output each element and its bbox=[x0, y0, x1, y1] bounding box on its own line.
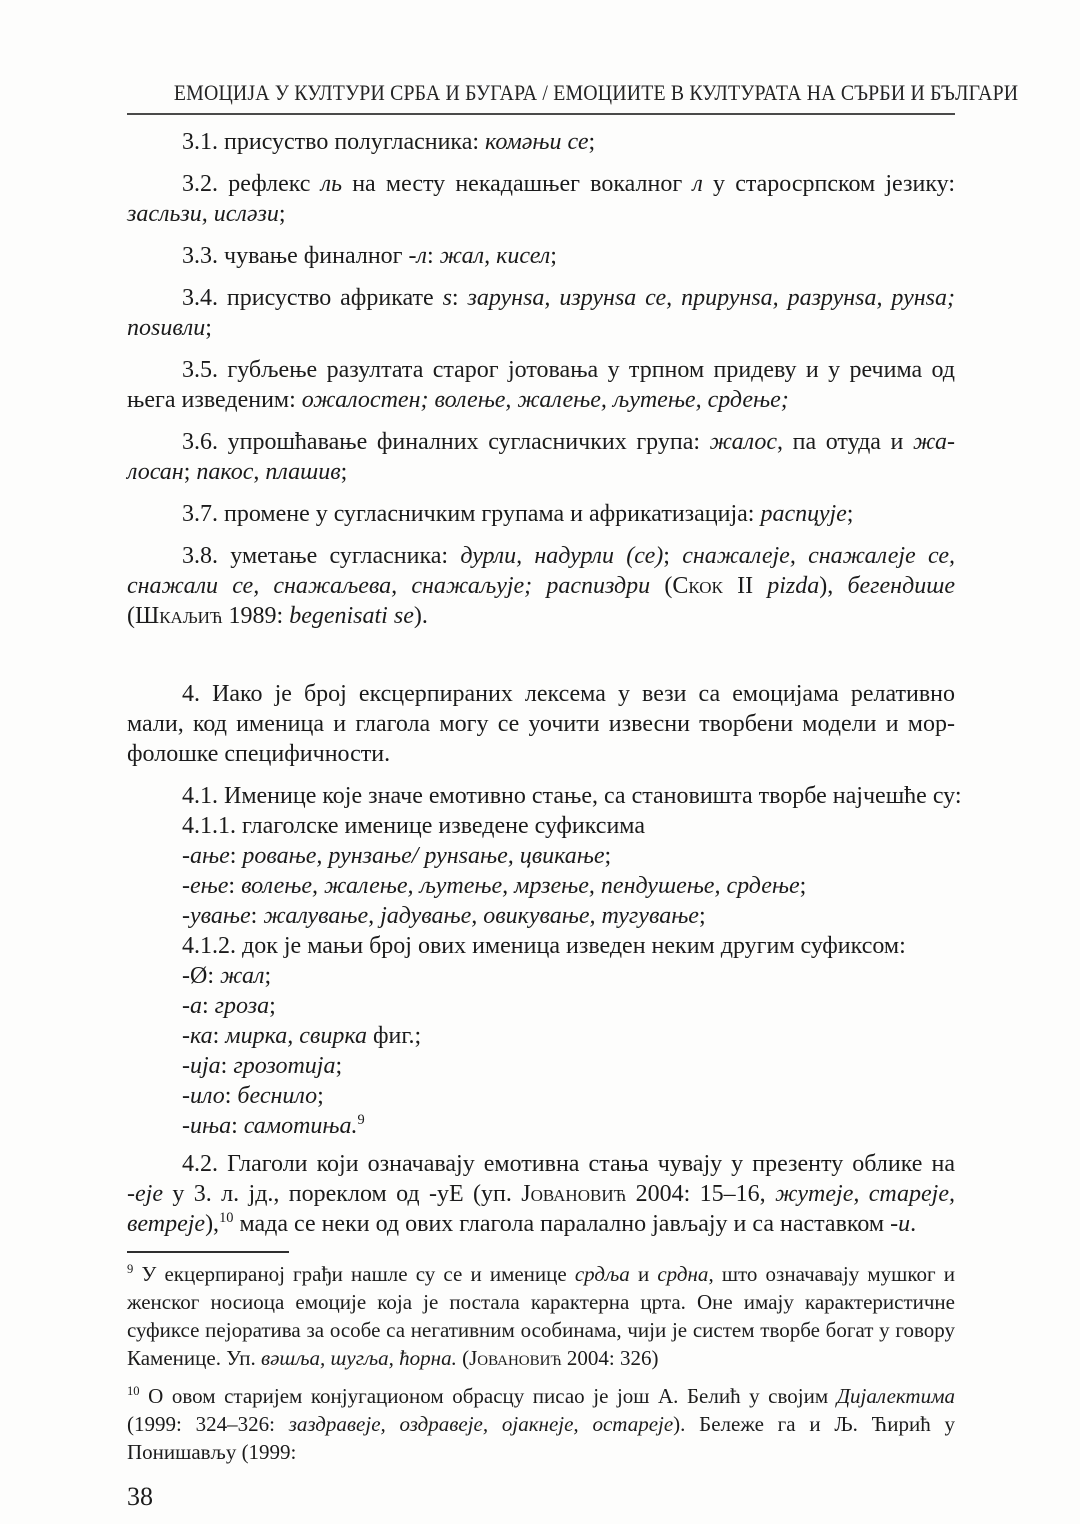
text-run: ), bbox=[205, 1211, 220, 1237]
text-run: ; bbox=[317, 1083, 324, 1109]
text-run: ; bbox=[183, 459, 197, 485]
text-block bbox=[127, 0, 1019, 1512]
text-run: ). Бележе га и Љ. Ћирић у Понишављу (1999: bbox=[127, 1412, 955, 1464]
line-suffix-anje bbox=[127, 841, 955, 871]
text-run: 1989: bbox=[222, 603, 290, 629]
italic-run: -ење bbox=[182, 873, 229, 899]
line-suffix-enje bbox=[127, 871, 955, 901]
footnote-ref: 9 bbox=[127, 1262, 134, 1276]
text-run: ; bbox=[205, 315, 212, 341]
footnote-10 bbox=[127, 1382, 955, 1466]
italic-run: заздравеје, оздравеје, ојакнеје, остареје bbox=[288, 1412, 674, 1436]
italic-run: жутеје, стареје, ветреје bbox=[127, 1181, 955, 1237]
text-run: : bbox=[451, 285, 468, 311]
text-run: : bbox=[231, 1113, 244, 1139]
italic-run: дурли, надурли (се) bbox=[460, 543, 664, 569]
running-header bbox=[127, 0, 1019, 106]
line-suffix-ilo bbox=[127, 1081, 955, 1111]
text-run: : bbox=[202, 993, 215, 1019]
paragraph-3-7 bbox=[127, 499, 955, 529]
header-rule bbox=[127, 113, 955, 115]
text-run: : bbox=[212, 1023, 226, 1049]
italic-run: жал, кисел bbox=[439, 243, 551, 269]
text-run: ; bbox=[264, 963, 272, 989]
italic-run: снажалеје, снажалеје се, снажали се, снажаљева, снажаљује; распиздри bbox=[127, 543, 955, 599]
text-run: 3.4. присуство африкате bbox=[182, 285, 443, 311]
line-suffix-uvanje bbox=[127, 901, 955, 931]
text-run: 4.1.1. глаголске именице изведене суфиксима bbox=[182, 813, 645, 839]
italic-run: бегендише bbox=[847, 573, 955, 599]
italic-run: срдља bbox=[574, 1262, 630, 1286]
text-run: на месту некадашњег вокалног bbox=[342, 171, 693, 197]
italic-run: комәњи се bbox=[485, 129, 589, 155]
text-run: II bbox=[722, 573, 768, 599]
text-run: ; bbox=[663, 543, 683, 569]
footnotes-section bbox=[127, 1260, 955, 1466]
italic-run: -ање bbox=[182, 843, 230, 869]
text-run: мада се неки од ових глагола паралално јављају и са наставком bbox=[233, 1211, 891, 1237]
italic-run: Дијалектима bbox=[836, 1384, 955, 1408]
italic-run: жал bbox=[220, 963, 265, 989]
italic-run: вәшља, шугља, ћорна. bbox=[260, 1346, 457, 1370]
text-run: ; bbox=[846, 501, 854, 527]
italic-run: ровање, рунзање/ рунѕање, цвикање bbox=[242, 843, 605, 869]
italic-run: ѕ bbox=[442, 285, 452, 311]
paragraph-3-6 bbox=[127, 427, 955, 487]
text-run: -Ø: bbox=[182, 963, 220, 989]
italic-run: -иња bbox=[182, 1113, 232, 1139]
footnote-separator bbox=[127, 1251, 289, 1253]
text-run: 3.6. упрошћавање финалних сугласничких група: bbox=[182, 429, 710, 455]
italic-run: самотиња. bbox=[243, 1113, 358, 1139]
text-run: 3.1. присуство полугласника: bbox=[182, 129, 486, 155]
line-4-1 bbox=[127, 781, 962, 811]
italic-run: мирка, свирка bbox=[225, 1023, 367, 1049]
paragraph-3-1 bbox=[127, 127, 955, 157]
paragraph-3-3 bbox=[127, 241, 955, 271]
footnote-ref: 9 bbox=[357, 1112, 365, 1128]
text-run: 3.8. уметање сугласника: bbox=[182, 543, 461, 569]
text-run: ; bbox=[588, 129, 596, 155]
text-run: ; bbox=[278, 201, 286, 227]
paragraph-3-8 bbox=[127, 541, 955, 631]
text-run: и bbox=[629, 1262, 658, 1286]
text-run: 4.1. Именице које значе емотивно стање, са становишта творбе најчешће су: bbox=[182, 783, 962, 809]
italic-run: begenisati se bbox=[289, 603, 414, 629]
text-run: 3.2. рефлекс bbox=[182, 171, 321, 197]
italic-run: грозотија bbox=[233, 1053, 336, 1079]
italic-run: ль bbox=[320, 171, 343, 197]
line-suffix-null bbox=[127, 961, 955, 991]
italic-run: -ило bbox=[182, 1083, 225, 1109]
text-run: (1999: 324–326: bbox=[127, 1412, 289, 1436]
text-run: у старосрпском језику: bbox=[702, 171, 955, 197]
text-run: 2004: 326) bbox=[561, 1346, 659, 1370]
line-suffix-ija bbox=[127, 1051, 955, 1081]
text-run: 3.5. губљење разултата старог јотовања у трпном придеву и у речима од њега изведеним: bbox=[127, 357, 955, 413]
footnote-ref: 10 bbox=[219, 1210, 234, 1226]
text-run: 4.1.2. док је мањи број ових именица изведен неким другим суфиксом: bbox=[182, 933, 906, 959]
italic-run: жалос bbox=[709, 429, 778, 455]
text-run: 4.2. Глаголи који означавају емотивна стања чувају у презенту облике на bbox=[182, 1151, 955, 1177]
text-run: ; bbox=[604, 843, 612, 869]
italic-run: жалосан bbox=[127, 429, 955, 485]
footnote-ref: 10 bbox=[127, 1384, 140, 1398]
italic-run: пакос bbox=[196, 459, 254, 485]
text-run: ), bbox=[819, 573, 848, 599]
italic-run: зарунѕа, изрунѕа се, прирунѕа, разрунѕа, рунѕа; поѕивли bbox=[127, 285, 955, 341]
text-run: : bbox=[228, 873, 242, 899]
italic-run: распцује bbox=[760, 501, 847, 527]
smallcaps-run: Шкаљић bbox=[135, 603, 223, 629]
main-text bbox=[127, 127, 962, 1239]
italic-run: волење, жалење, љутење, мрзење, пендушење, срдење bbox=[241, 873, 800, 899]
text-run: ( bbox=[650, 573, 673, 599]
text-run: : bbox=[426, 243, 440, 269]
text-run: , bbox=[253, 459, 266, 485]
italic-run: -еје bbox=[127, 1181, 163, 1207]
smallcaps-run: Јовановић bbox=[521, 1181, 627, 1207]
text-run: , па отуда и bbox=[777, 429, 913, 455]
text-run: ). bbox=[413, 603, 428, 629]
smallcaps-run: Јовановић bbox=[469, 1346, 562, 1370]
italic-run: pizda bbox=[767, 573, 820, 599]
italic-run: засльзи, исләзи bbox=[127, 201, 279, 227]
text-run: : bbox=[250, 903, 264, 929]
text-run: у 3. л. јд., пореклом од -уЕ (уп. bbox=[162, 1181, 522, 1207]
paragraph-3-4 bbox=[127, 283, 955, 343]
paragraph-3-5 bbox=[127, 355, 955, 415]
italic-run: беснило bbox=[237, 1083, 318, 1109]
text-run: О овом старијем конјугационом обрасцу писао је још А. Белић у својим bbox=[139, 1384, 837, 1408]
italic-run: -л bbox=[408, 243, 427, 269]
text-run: : bbox=[224, 1083, 238, 1109]
paragraph-4 bbox=[127, 679, 955, 769]
italic-run: -ија bbox=[182, 1053, 221, 1079]
line-4-1-2 bbox=[127, 931, 955, 961]
line-suffix-inja bbox=[127, 1111, 955, 1141]
text-run: ; bbox=[698, 903, 706, 929]
italic-run: плашив bbox=[265, 459, 341, 485]
text-run: . bbox=[910, 1211, 917, 1237]
italic-run: -ка bbox=[182, 1023, 213, 1049]
page-number: 38 bbox=[127, 1482, 153, 1511]
text-run: ; bbox=[799, 873, 807, 899]
italic-run: -ување bbox=[182, 903, 251, 929]
line-suffix-a bbox=[127, 991, 955, 1021]
italic-run: -а bbox=[182, 993, 202, 1019]
text-run: фиг.; bbox=[366, 1023, 422, 1049]
smallcaps-run: Скок bbox=[672, 573, 723, 599]
italic-run: л bbox=[692, 171, 703, 197]
paragraph-4-2 bbox=[127, 1149, 955, 1239]
text-run: 2004: 15–16, bbox=[626, 1181, 776, 1207]
text-run: ( bbox=[456, 1346, 470, 1370]
italic-run: -и bbox=[890, 1211, 911, 1237]
line-suffix-ka bbox=[127, 1021, 955, 1051]
text-run: ( bbox=[127, 603, 135, 629]
text-run: ; bbox=[335, 1053, 343, 1079]
header-title: ЕМОЦИЈА У КУЛТУРИ СРБА И БУГАРА / ЕМОЦИИТЕ В КУЛТУРАТА НА СЪРБИ И БЪЛГАРИ bbox=[173, 80, 1019, 105]
line-4-1-1 bbox=[127, 811, 955, 841]
italic-run: ожалостен; волење, жалење, љутење, срдење; bbox=[301, 387, 789, 413]
text-run: ; bbox=[269, 993, 276, 1019]
text-run: ; bbox=[550, 243, 557, 269]
text-run: 4. Иако је број ексцерпираних лексема у вези са емоцијама релативно мали, код именица и глагола могу се уочити извесни творбени модели и морфолошке специфичности. bbox=[127, 681, 955, 767]
italic-run: гроза bbox=[214, 993, 270, 1019]
text-run: : bbox=[220, 1053, 234, 1079]
text-run: : bbox=[229, 843, 243, 869]
paragraph-3-2 bbox=[127, 169, 955, 229]
italic-run: срдна bbox=[657, 1262, 709, 1286]
italic-run: жалување, јадување, овикување, тугување bbox=[263, 903, 699, 929]
text-run: 3.7. промене у сугласничким групама и африкатизација: bbox=[182, 501, 761, 527]
text-run: ; bbox=[340, 459, 348, 485]
text-run: , што означавају мушког и женског носиоца емоције која је постала карактерна црта. Оне имају карактеристичне суфиксе пејоратива за особе са негативним особинама, чији је систем творбе богат у говору Каменице. Уп. bbox=[127, 1262, 955, 1370]
text-run: У екцерпираној грађи нашле су се и именице bbox=[133, 1262, 575, 1286]
footnote-9 bbox=[127, 1260, 955, 1372]
text-run: 3.3. чување финалног bbox=[182, 243, 409, 269]
